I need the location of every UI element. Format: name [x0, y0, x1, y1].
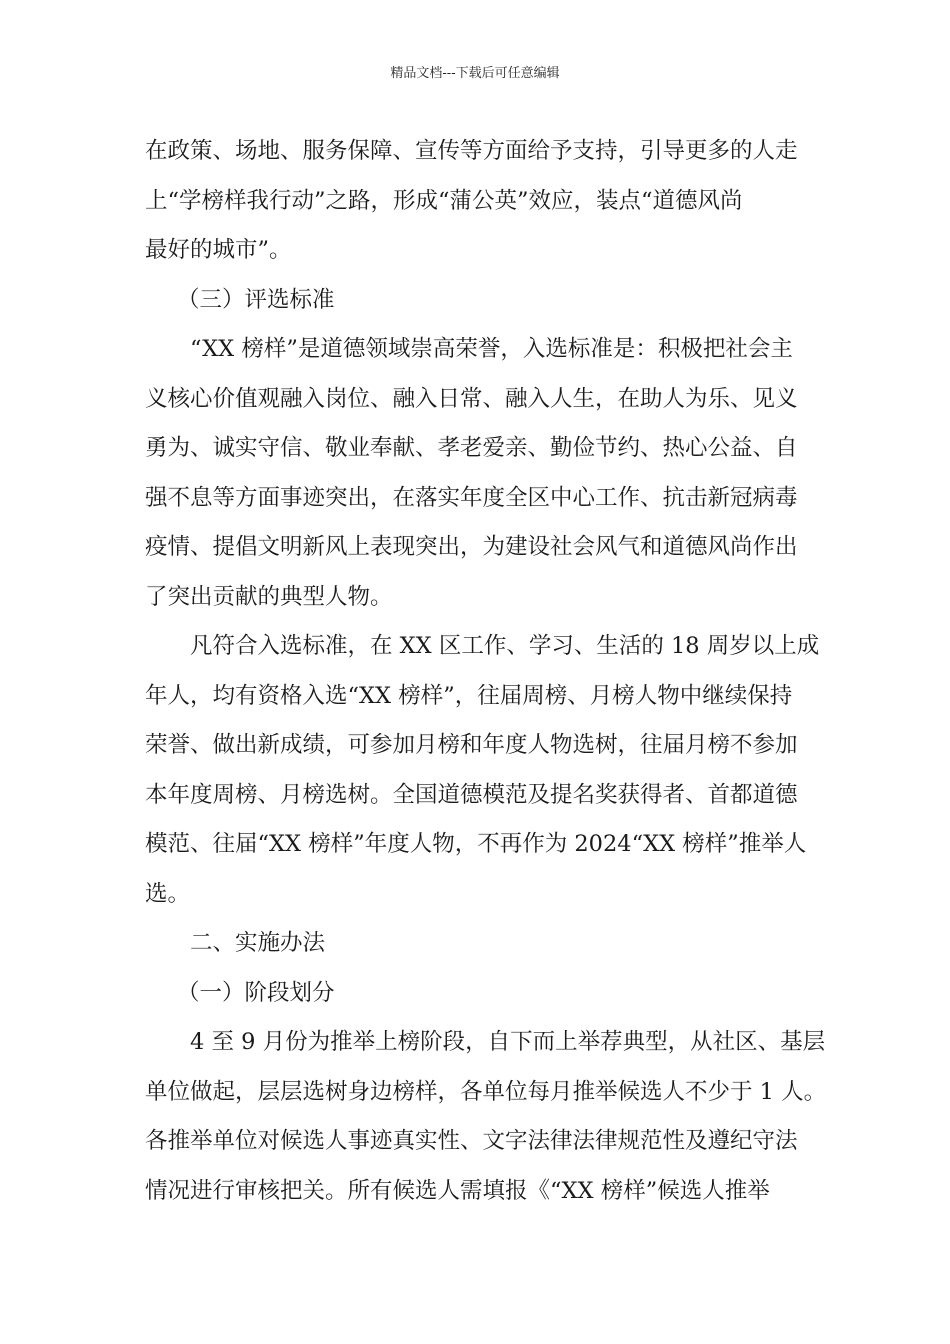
section-heading: 二、实施办法	[190, 930, 326, 956]
paragraph-line: 义核心价值观融入岗位、融入日常、融入人生，在助人为乐、见义	[145, 385, 798, 412]
section-heading: （一）阶段划分	[177, 979, 335, 1006]
paragraph-line: “XX 榜样”是道德领域崇高荣誉，入选标准是：积极把社会主	[190, 336, 793, 362]
paragraph-line: 情况进行审核把关。所有候选人需填报《“XX 榜样”候选人推举	[145, 1177, 770, 1204]
paragraph-line: 单位做起，层层选树身边榜样，各单位每月推举候选人不少于 1 人。	[145, 1078, 827, 1105]
paragraph-line: 年人，均有资格入选“XX 榜样”，往届周榜、月榜人物中继续保持	[145, 682, 793, 709]
paragraph-line: 荣誉、做出新成绩，可参加月榜和年度人物选树，往届月榜不参加	[145, 732, 798, 758]
paragraph-line: 了突出贡献的典型人物。	[145, 583, 393, 610]
paragraph-line: 在政策、场地、服务保障、宣传等方面给予支持，引导更多的人走	[145, 138, 798, 164]
paragraph-line: 强不息等方面事迹突出，在落实年度全区中心工作、抗击新冠病毒	[145, 484, 798, 511]
paragraph-line: 勇为、诚实守信、敬业奉献、孝老爱亲、勤俭节约、热心公益、自	[145, 435, 798, 461]
section-heading: （三）评选标准	[177, 286, 335, 313]
page-header: 精品文档---下载后可任意编辑	[390, 66, 560, 81]
paragraph-line: 上“学榜样我行动”之路，形成“蒲公英”效应，装点“道德风尚	[145, 187, 743, 214]
paragraph-line: 4 至 9 月份为推举上榜阶段，自下而上举荐典型，从社区、基层	[190, 1029, 826, 1055]
paragraph-line: 选。	[145, 880, 191, 907]
paragraph-line: 各推举单位对候选人事迹真实性、文字法律法律规范性及遵纪守法	[145, 1128, 798, 1154]
paragraph-line: 模范、往届“XX 榜样”年度人物，不再作为 2024“XX 榜样”推举人	[145, 831, 807, 857]
paragraph-line: 疫情、提倡文明新风上表现突出，为建设社会风气和道德风尚作出	[145, 534, 798, 560]
paragraph-line: 凡符合入选标准，在 XX 区工作、学习、生活的 18 周岁以上成	[190, 633, 820, 659]
document-body	[145, 127, 827, 1216]
paragraph-line: 本年度周榜、月榜选树。全国道德模范及提名奖获得者、首都道德	[145, 781, 798, 808]
paragraph-line: 最好的城市”。	[145, 237, 292, 263]
